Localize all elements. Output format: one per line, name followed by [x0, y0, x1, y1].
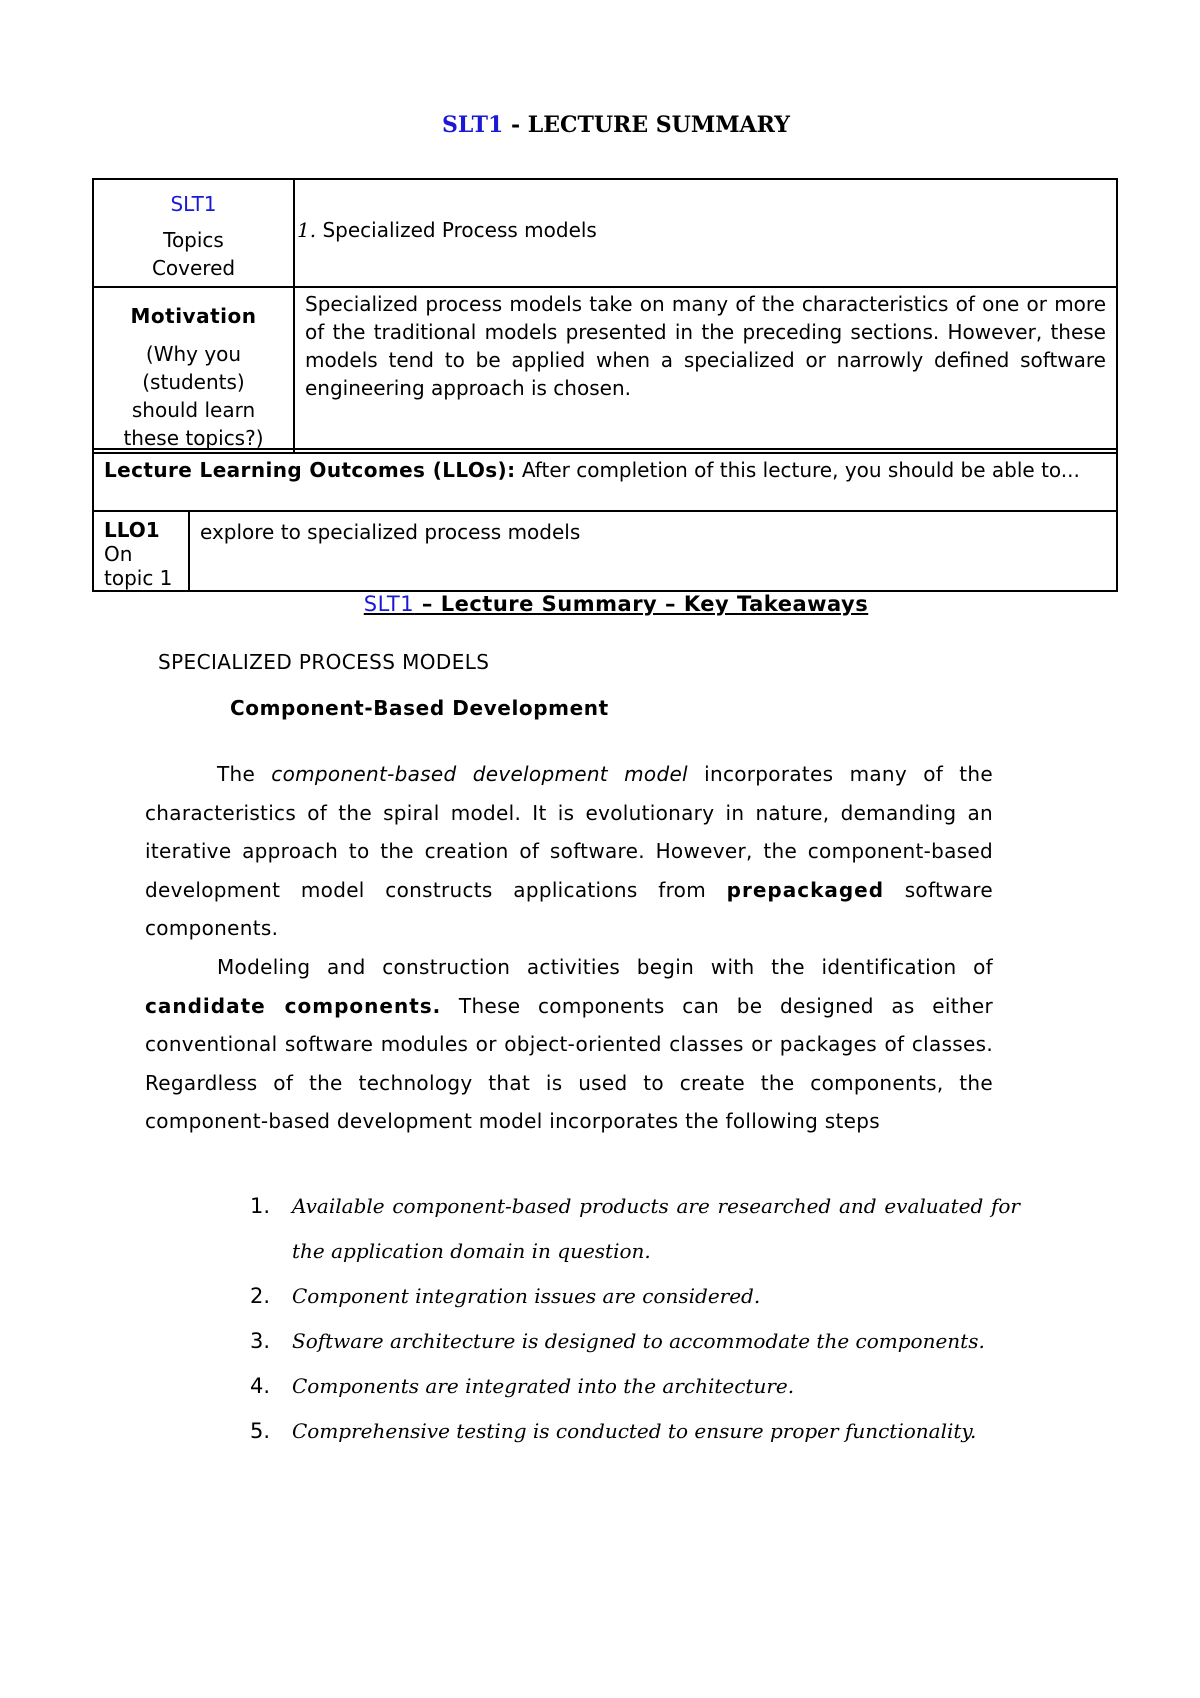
- step-number: 5.: [250, 1419, 271, 1443]
- motivation-sublabel: (Why you (students) should learn these topics?): [123, 342, 264, 450]
- para1-run-1: The: [217, 762, 272, 786]
- step-text: Comprehensive testing is conducted to ensure proper functionality.: [292, 1419, 977, 1443]
- list-item: [250, 1409, 1020, 1454]
- step-text: Components are integrated into the architecture.: [292, 1374, 795, 1398]
- paragraph-1: [145, 755, 993, 948]
- summary-table: [92, 178, 1118, 454]
- llo1-label-cell: [93, 511, 189, 591]
- llo1-row: [93, 511, 1117, 591]
- para2-bold: candidate components.: [145, 993, 442, 1018]
- list-item: [250, 1184, 1020, 1274]
- paragraph-2: [145, 948, 993, 1141]
- outcomes-label: Lecture Learning Outcomes (LLOs):: [104, 458, 516, 482]
- step-text: Available component-based products are researched and evaluated for the application domain in question.: [292, 1194, 1020, 1263]
- page-title: [0, 112, 1200, 138]
- outcomes-cell: [93, 449, 1117, 511]
- takeaways-heading: [0, 592, 1200, 616]
- para1-run-3: software components.: [145, 877, 993, 940]
- takeaways-text: – Lecture Summary – Key Takeaways: [414, 592, 869, 616]
- motivation-text-cell: [294, 287, 1117, 453]
- topics-label-line1: Topics: [163, 228, 224, 252]
- para2-run-2: These components can be designed as either conventional software modules or object-oriented classes or packages of classes. Regardless of the technology that is used to create the components, the component-based development model incorporates the following steps: [145, 993, 993, 1133]
- step-text: Software architecture is designed to accommodate the components.: [292, 1329, 985, 1353]
- title-code: SLT1: [442, 112, 504, 138]
- list-item: [250, 1319, 1020, 1364]
- topics-row: [93, 179, 1117, 287]
- topic-item-text: Specialized Process models: [322, 218, 597, 242]
- topics-content-cell: [294, 179, 1117, 287]
- step-number: 1.: [250, 1194, 271, 1218]
- list-item: [250, 1364, 1020, 1409]
- step-number: 4.: [250, 1374, 271, 1398]
- motivation-label-cell: [93, 287, 294, 453]
- outcomes-table: [92, 448, 1118, 592]
- takeaways-code: SLT1: [363, 592, 415, 616]
- topics-label-line2: Covered: [151, 256, 236, 280]
- outcomes-row: [93, 449, 1117, 511]
- title-text: LECTURE SUMMARY: [527, 112, 790, 138]
- para2-run-1: Modeling and construction activities begin with the identification of: [217, 955, 993, 979]
- subsection-heading: Component-Based Development: [230, 696, 609, 720]
- title-separator: -: [503, 112, 528, 138]
- llo1-code: LLO1: [104, 518, 160, 542]
- step-number: 3.: [250, 1329, 271, 1353]
- para1-emphasis: component-based development model: [271, 762, 688, 786]
- step-text: Component integration issues are considered.: [292, 1284, 761, 1308]
- llo1-line3: topic 1: [104, 566, 173, 590]
- para1-bold: prepackaged: [726, 877, 885, 902]
- list-item: [250, 1274, 1020, 1319]
- step-number: 2.: [250, 1284, 271, 1308]
- topics-code: SLT1: [170, 192, 217, 216]
- llo1-text: explore to specialized process models: [200, 520, 581, 544]
- motivation-row: [93, 287, 1117, 453]
- outcomes-text: After completion of this lecture, you should be able to...: [521, 458, 1080, 482]
- llo1-text-cell: [189, 511, 1117, 591]
- steps-list: [250, 1184, 1020, 1454]
- llo1-line2: On: [104, 542, 133, 566]
- motivation-text: Specialized process models take on many of the characteristics of one or more of the traditional models presented in the preceding sections. However, these models tend to be applied when a specialized or narrowly defined software engineering approach is chosen.: [305, 292, 1106, 400]
- motivation-label: Motivation: [130, 304, 257, 328]
- para1-run-2: incorporates many of the characteristics of the spiral model. It is evolutionary in nature, demanding an iterative approach to the creation of software. However, the component-based development model constructs applications from: [145, 762, 993, 902]
- topic-item-number: 1.: [297, 218, 317, 242]
- section-heading: SPECIALIZED PROCESS MODELS: [158, 650, 490, 674]
- topics-label-cell: [93, 179, 294, 287]
